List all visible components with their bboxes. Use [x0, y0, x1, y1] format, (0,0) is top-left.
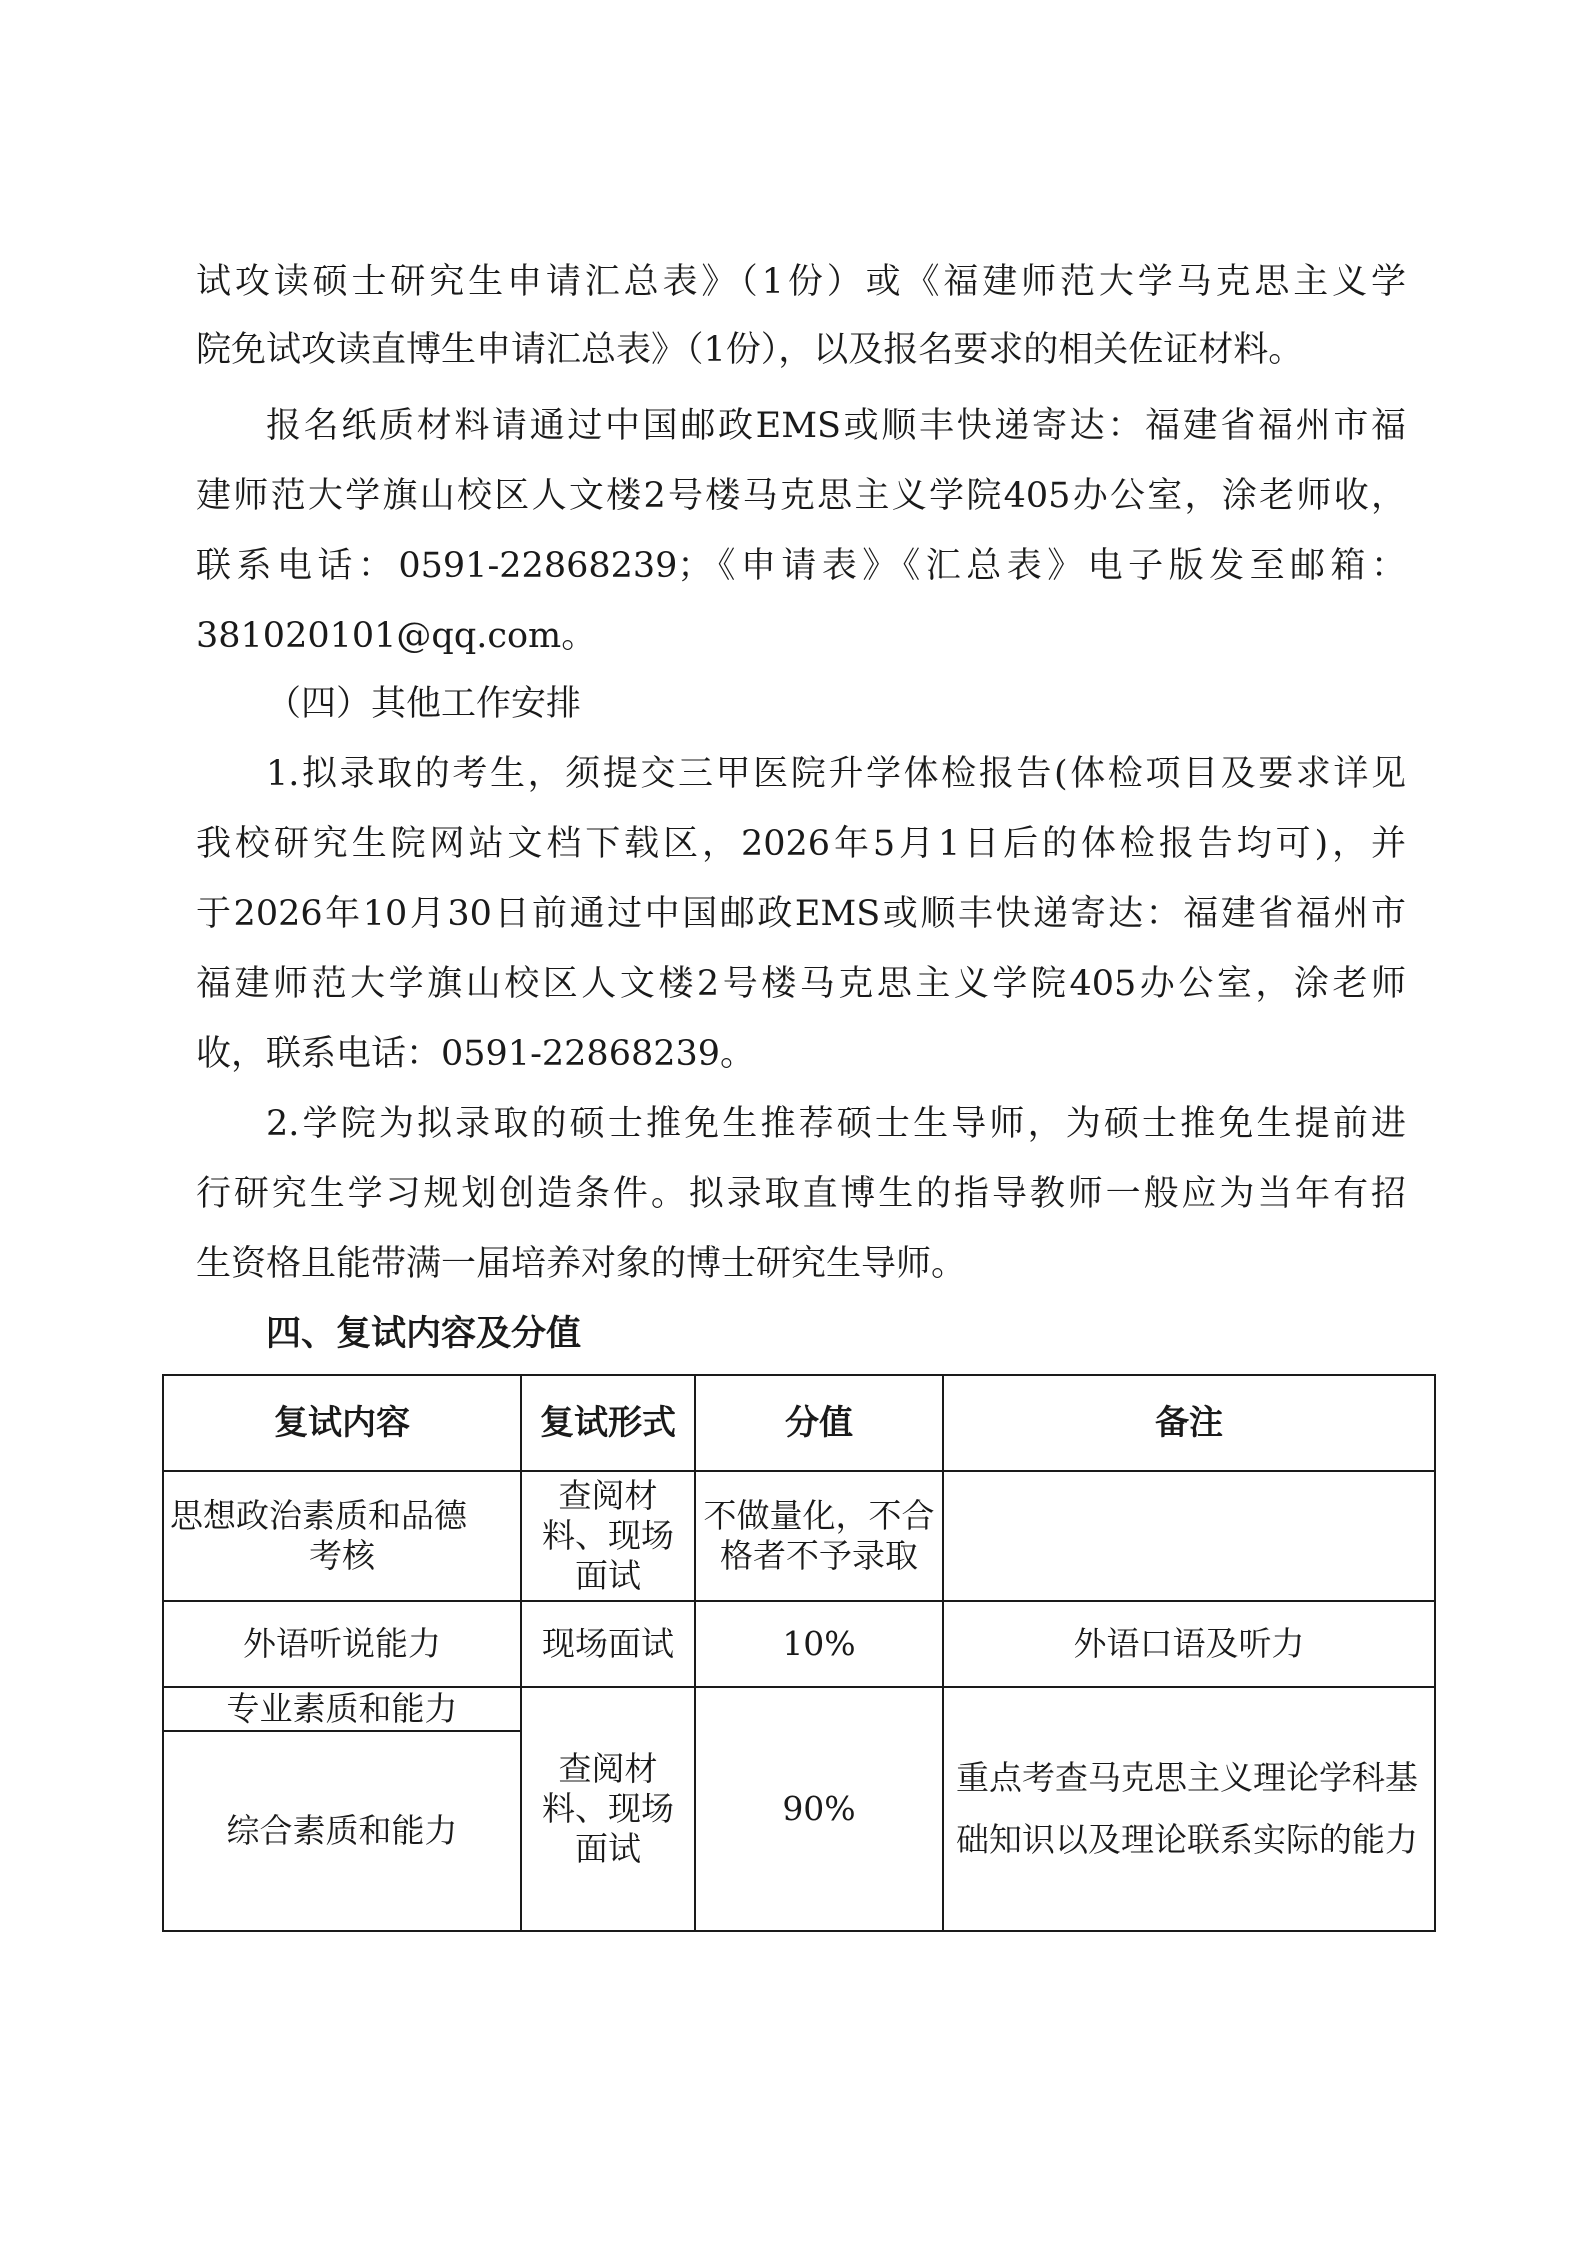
paragraph-line: 1.拟录取的考生，须提交三甲医院升学体检报告(体检项目及要求详见	[266, 754, 1406, 794]
cell-note: 外语口语及听力	[943, 1601, 1435, 1687]
header-note: 备注	[943, 1375, 1435, 1471]
cell-score: 90%	[695, 1687, 943, 1931]
cell-note	[943, 1471, 1435, 1601]
paragraph-line: 报名纸质材料请通过中国邮政EMS或顺丰快递寄达：福建省福州市福	[266, 406, 1406, 446]
paragraph-line: 收，联系电话：0591-22868239。	[196, 1034, 756, 1074]
cell-form: 现场面试	[521, 1601, 695, 1687]
review-content-table	[162, 1374, 1436, 1932]
subsection-heading: （四）其他工作安排	[266, 684, 582, 724]
table-header-row	[163, 1375, 1435, 1471]
cell-content	[163, 1471, 521, 1601]
table-row	[163, 1687, 1435, 1731]
header-content: 复试内容	[163, 1375, 521, 1471]
paragraph-line: 行研究生学习规划创造条件。拟录取直博生的指导教师一般应为当年有招	[196, 1174, 1406, 1214]
paragraph-line: 381020101@qq.com。	[196, 616, 597, 656]
header-form: 复试形式	[521, 1375, 695, 1471]
cell-score: 不做量化，不合格者不予录取	[695, 1471, 943, 1601]
paragraph-line: 于2026年10月30日前通过中国邮政EMS或顺丰快递寄达：福建省福州市	[196, 894, 1406, 934]
paragraph-line: 福建师范大学旗山校区人文楼2号楼马克思主义学院405办公室，涂老师	[196, 964, 1406, 1004]
paragraph-line: 我校研究生院网站文档下载区，2026年5月1日后的体检报告均可)，并	[196, 824, 1406, 864]
cell-form: 查阅材料、现场面试	[521, 1471, 695, 1601]
paragraph-line: 院免试攻读直博生申请汇总表》（1份），以及报名要求的相关佐证材料。	[196, 330, 1304, 370]
cell-content: 专业素质和能力	[163, 1687, 521, 1731]
table-row	[163, 1601, 1435, 1687]
cell-score: 10%	[695, 1601, 943, 1687]
cell-content: 综合素质和能力	[163, 1731, 521, 1931]
cell-form: 查阅材料、现场面试	[521, 1687, 695, 1931]
paragraph-line: 联系电话：0591-22868239；《申请表》《汇总表》电子版发至邮箱：	[196, 546, 1406, 586]
paragraph-line: 建师范大学旗山校区人文楼2号楼马克思主义学院405办公室，涂老师收，	[196, 476, 1406, 516]
cell-content-text: 考核	[309, 1536, 375, 1575]
cell-content-text: 思想政治素质和品德	[170, 1496, 467, 1535]
paragraph-line: 生资格且能带满一届培养对象的博士研究生导师。	[196, 1244, 967, 1284]
paragraph-line: 试攻读硕士研究生申请汇总表》（1份）或《福建师范大学马克思主义学	[196, 262, 1406, 302]
table-row	[163, 1471, 1435, 1601]
section-heading: 四、复试内容及分值	[266, 1314, 582, 1354]
paragraph-line: 2.学院为拟录取的硕士推免生推荐硕士生导师，为硕士推免生提前进	[266, 1104, 1406, 1144]
header-score: 分值	[695, 1375, 943, 1471]
cell-content: 外语听说能力	[163, 1601, 521, 1687]
cell-note: 重点考查马克思主义理论学科基础知识以及理论联系实际的能力	[943, 1687, 1435, 1931]
